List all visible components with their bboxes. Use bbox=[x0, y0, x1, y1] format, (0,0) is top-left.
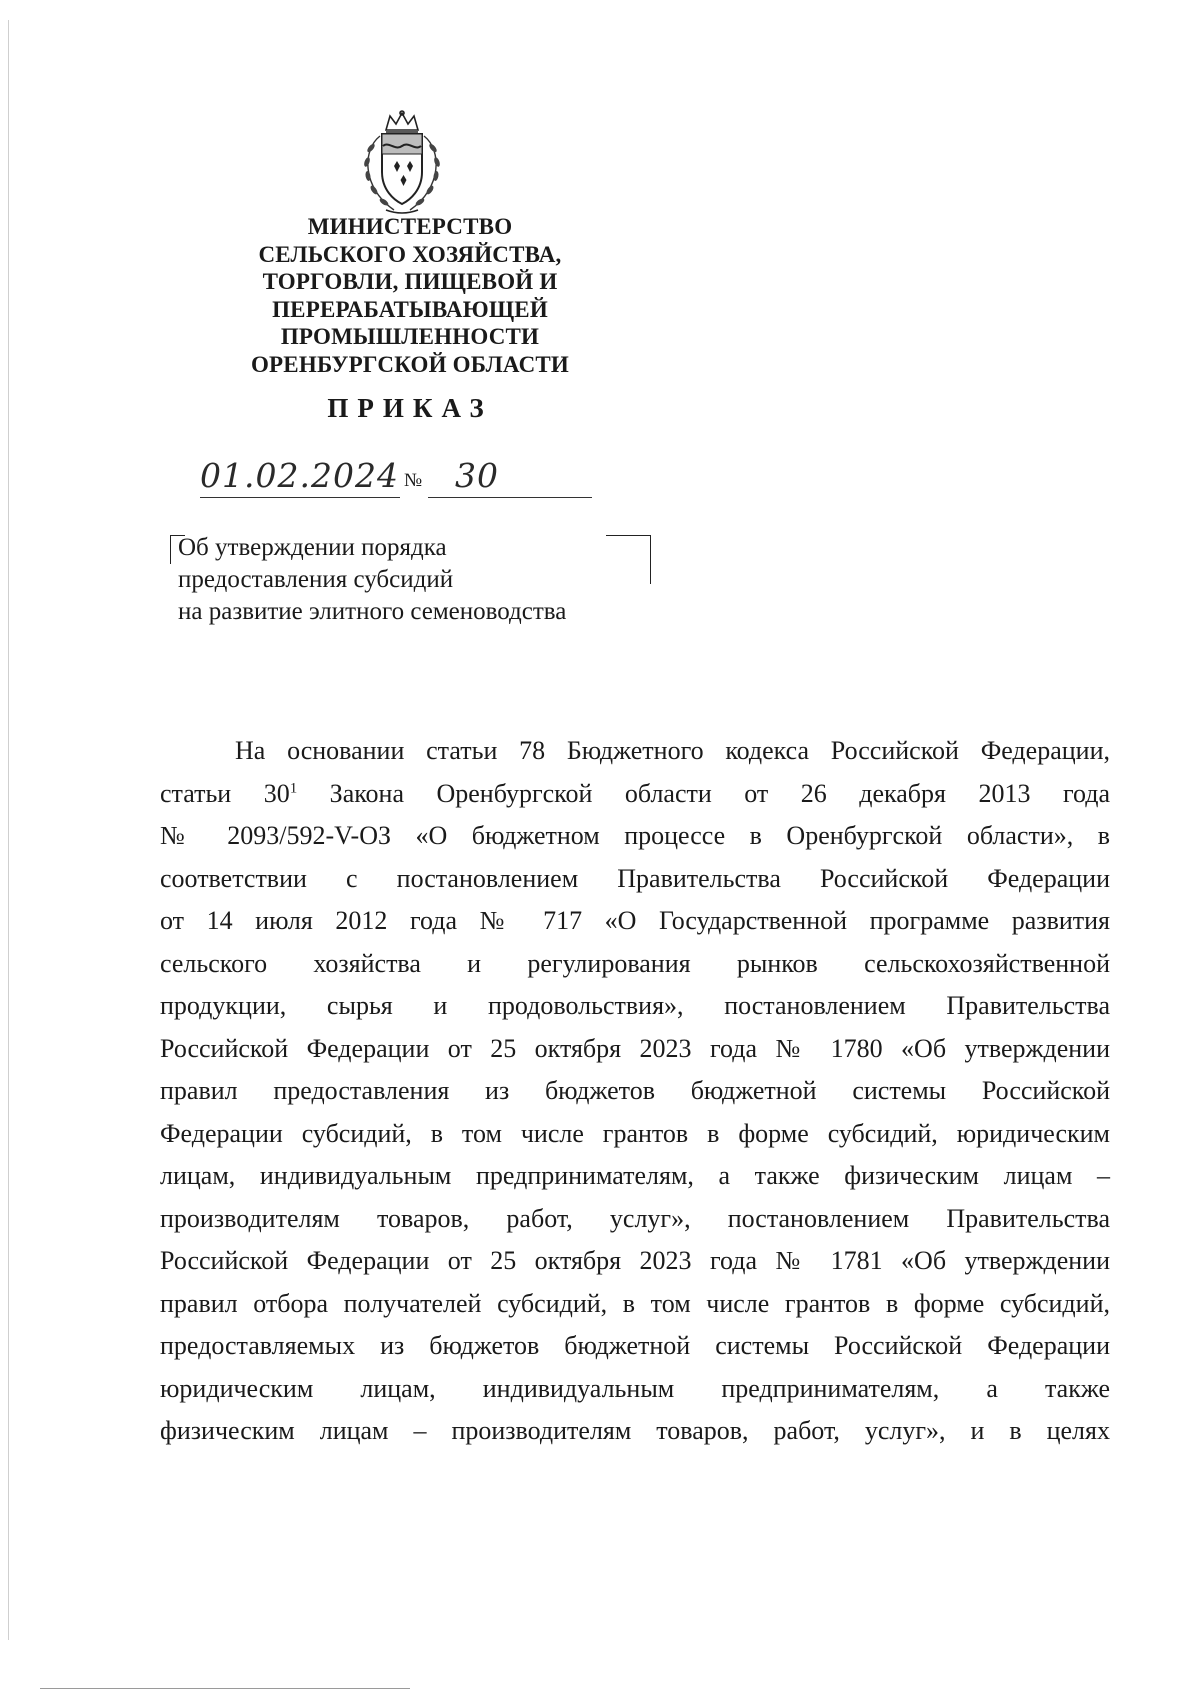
body-line: продукции, сырья и продовольствия», постановлением Правительства bbox=[160, 991, 1110, 1020]
body-line: соответствии с постановлением Правительства Российской Федерации bbox=[160, 863, 1110, 893]
body-text: Закона Оренбургской области от 26 декабря 2013 года bbox=[297, 778, 1110, 808]
number-underline bbox=[428, 497, 592, 498]
body-line: сельского хозяйства и регулирования рынков сельскохозяйственной bbox=[160, 948, 1110, 978]
body-line: юридическим лицам, индивидуальным предпринимателям, а также bbox=[160, 1373, 1110, 1403]
subject-line: предоставления субсидий bbox=[178, 566, 454, 593]
body-line: правил предоставления из бюджетов бюджетной системы Российской bbox=[160, 1076, 1110, 1105]
organization-title-line: ОРЕНБУРГСКОЙ ОБЛАСТИ bbox=[250, 351, 570, 377]
document-number: 30 bbox=[455, 456, 499, 495]
organization-title-line: МИНИСТЕРСТВО bbox=[307, 214, 513, 239]
body-line: лицам, индивидуальным предпринимателям, а также физическим лицам – bbox=[160, 1161, 1110, 1190]
body-line: Федерации субсидий, в том числе грантов в форме субсидий, юридическим bbox=[160, 1118, 1110, 1148]
document-date: 01.02.2024 bbox=[200, 456, 399, 495]
scan-edge-artifact-bottom bbox=[40, 1688, 410, 1689]
subject-line: Об утверждении порядка bbox=[178, 534, 447, 561]
body-line: производителям товаров, работ, услуг», постановлением Правительства bbox=[160, 1203, 1110, 1233]
scan-edge-artifact bbox=[8, 20, 9, 1640]
organization-title-line: ПРОМЫШЛЕННОСТИ bbox=[280, 324, 540, 349]
body-text: статьи 30 bbox=[160, 778, 290, 808]
superscript-index: 1 bbox=[289, 779, 298, 796]
subject-line: на развитие элитного семеноводства bbox=[178, 598, 567, 625]
organization-title bbox=[210, 213, 610, 378]
organization-title-line: СЕЛЬСКОГО ХОЗЯЙСТВА, bbox=[258, 241, 562, 267]
document-type-heading: ПРИКАЗ bbox=[327, 393, 493, 423]
body-line bbox=[160, 773, 1110, 816]
body-line: предоставляемых из бюджетов бюджетной системы Российской Федерации bbox=[160, 1331, 1110, 1360]
subject-text bbox=[178, 532, 638, 628]
date-underline bbox=[200, 497, 400, 498]
body-line: № 2093/592-V-ОЗ «О бюджетном процессе в Оренбургской области», в bbox=[160, 821, 1110, 850]
body-line: Российской Федерации от 25 октября 2023 года № 1781 «Об утверждении bbox=[160, 1246, 1110, 1275]
body-line: правил отбора получателей субсидий, в том числе грантов в форме субсидий, bbox=[160, 1288, 1110, 1318]
body-line: На основании статьи 78 Бюджетного кодекса Российской Федерации, bbox=[235, 736, 1110, 765]
subject-block bbox=[170, 532, 630, 637]
body-line: Российской Федерации от 25 октября 2023 года № 1780 «Об утверждении bbox=[160, 1033, 1110, 1063]
organization-title-line: ПЕРЕРАБАТЫВАЮЩЕЙ bbox=[272, 296, 548, 322]
oblast-coat-of-arms-icon bbox=[352, 110, 452, 216]
body-line: физическим лицам – производителям товаров, работ, услуг», и в целях bbox=[160, 1416, 1110, 1445]
date-number-row bbox=[200, 456, 600, 506]
number-sign: № bbox=[404, 470, 423, 491]
body-paragraph bbox=[160, 730, 1110, 1453]
organization-title-line: ТОРГОВЛИ, ПИЩЕВОЙ И bbox=[262, 269, 558, 294]
body-line: от 14 июля 2012 года № 717 «О Государственной программе развития bbox=[160, 906, 1110, 935]
